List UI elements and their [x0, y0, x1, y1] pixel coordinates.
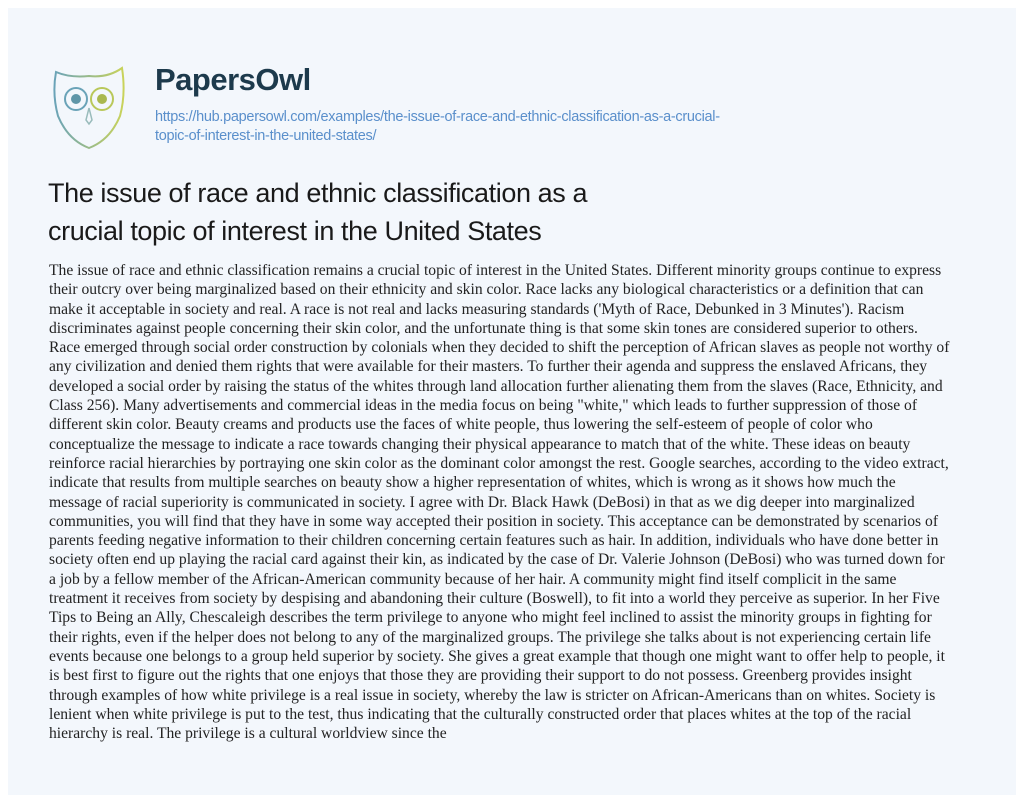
essay-body — [49, 261, 949, 743]
body-text-line: message of racial superiority is communicated in society. I agree with Dr. Black Hawk (DeBosi) in that as we dig deeper into marginalized — [49, 493, 915, 511]
url-line[interactable]: topic-of-interest-in-the-united-states/ — [155, 128, 377, 144]
body-text-line: any civilization and denied them rights that were available for their masters. To further their agenda and suppress the enslaved Africans, they — [49, 358, 928, 376]
body-text-line: lenient when white privilege is put to the test, thus indicating that the culturally constructed order that places whites at the top of the racial — [49, 705, 912, 723]
body-text-line: events because one belongs to a group held superior by society. She gives a great example that though one might want to offer help to people, it — [49, 647, 945, 665]
papersowl-logo-icon — [50, 64, 128, 150]
body-text-line: their rights, even if the helper does not belong to any of the marginalized groups. The privilege she talks about is not experiencing certain life — [49, 628, 931, 646]
body-text-line: Tips to Being an Ally, Chescaleigh describes the term privilege to anyone who might feel inclined to assist the minority groups in fighting for — [49, 609, 932, 627]
title-line: crucial topic of interest in the United States — [48, 216, 542, 246]
body-text-line: society often end up playing the racial card against their kin, as indicated by the case of Dr. Valerie Johnson (DeBosi) who was turned down for — [49, 551, 945, 569]
body-text-line: parents feeding negative information to their children concerning certain features such as hair. In addition, individuals who have done better in — [49, 532, 939, 550]
body-text-line: Class 256). Many advertisements and commercial ideas in the media focus on being "white," which leads to further suppression of those of — [49, 397, 918, 415]
body-text-line: indicate that results from multiple searches on beauty show a higher representation of whites, which is wrong as it shows how much the — [49, 474, 896, 492]
body-text-line: The issue of race and ethnic classification remains a crucial topic of interest in the United States. Different minority groups continue to express — [49, 262, 942, 279]
body-text-line: developed a social order by raising the status of the whites through land allocation further alienating them from the slaves (Race, Ethnicity, and — [49, 377, 943, 395]
body-text-line: through examples of how white privilege is a real issue in society, whereby the law is stricter on African-Americans than on whites. Society is — [49, 686, 936, 704]
body-text-line: hierarchy is real. The privilege is a cultural worldview since the — [49, 725, 447, 743]
body-text-line: Race emerged through social order construction by colonials when they decided to shift the perception of African slaves as people not worthy of — [49, 339, 950, 357]
page-title — [48, 174, 587, 250]
title-line: The issue of race and ethnic classification as a — [48, 178, 588, 208]
body-text-line: make it acceptable in society and real. A race is not real and lacks measuring standards ('Myth of Race, Debunked in 3 Minutes'). Racism — [49, 300, 905, 318]
body-text-line: reinforce racial hierarchies by portraying one skin color as the dominant color amongst the rest. Google searches, according to the video extract, — [49, 454, 949, 472]
body-text-line: a job by a fellow member of the African-American community because of her hair. A community might find itself complicit in the same — [49, 570, 897, 588]
url-line[interactable]: https://hub.papersowl.com/examples/the-issue-of-race-and-ethnic-classification-as-a-crucial- — [155, 109, 720, 125]
body-text-line: their outcry over being marginalized based on their ethnicity and skin color. Race lacks any biological characteristics or a definition that can — [49, 281, 924, 299]
body-text-line: communities, you will find that they have in some way accepted their position in society. This acceptance can be demonstrated by scenarios of — [49, 512, 939, 530]
body-text-line: treatment it receives from society by despising and abandoning their culture (Boswell), to fit into a world they perceive as superior. In her Five — [49, 590, 940, 608]
body-text-line: is best first to figure out the rights that one enjoys that those they are providing their support to do not possess. Greenberg provides insight — [49, 667, 912, 685]
body-text-line: conceptualize the message to indicate a race towards changing their physical appearance to match that of the white. These ideas on beauty — [49, 435, 911, 453]
source-url-link[interactable] — [155, 108, 955, 146]
body-text-line: different skin color. Beauty creams and products use the faces of white people, thus lowering the self-esteem of people of color who — [49, 416, 873, 434]
body-text-line: discriminates against people concerning their skin color, and the unfortunate thing is that some skin tones are considered superior to others. — [49, 319, 918, 337]
brand-name: PapersOwl — [155, 62, 311, 97]
